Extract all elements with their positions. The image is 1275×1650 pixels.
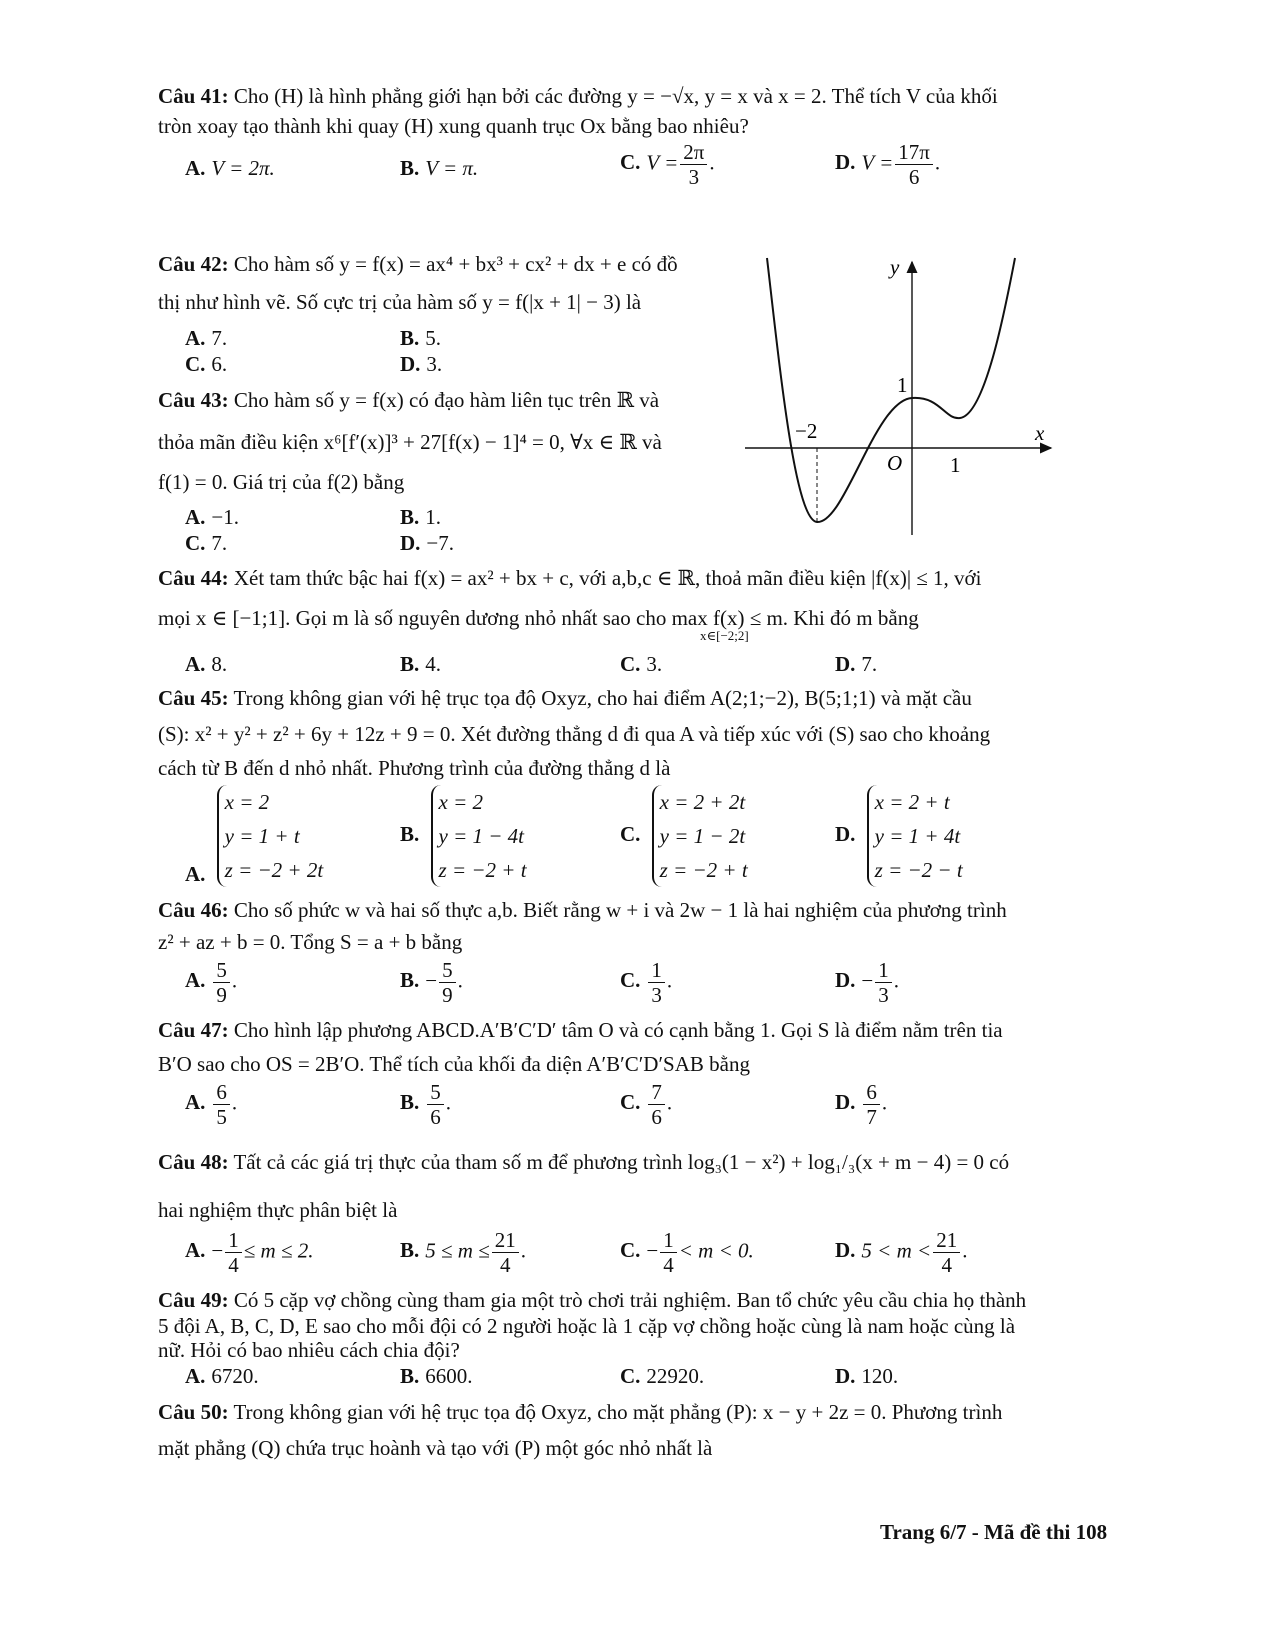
q49-option-a[interactable]: [185, 1364, 259, 1389]
q42-line2: thị như hình vẽ. Số cực trị của hàm số y = f(|x + 1| − 3) là: [158, 290, 642, 314]
q47-label: Câu 47:: [158, 1018, 229, 1042]
q42-option-a[interactable]: [185, 326, 227, 351]
fraction: [492, 1228, 519, 1277]
option-letter: B.: [400, 821, 420, 846]
denominator: 4: [228, 1253, 239, 1277]
fraction: [225, 1228, 242, 1277]
numerator: 2π: [680, 140, 707, 165]
q45-line1: [158, 686, 972, 711]
q46-option-c[interactable]: C. $\frac{1}{3}$ .: [620, 958, 673, 1007]
q42-text1: Cho hàm số y = f(x) = ax⁴ + bx³ + cx² + dx + e có đồ: [233, 252, 678, 276]
eq-line: x = 2 + 2t: [659, 790, 746, 814]
option-letter: C.: [620, 150, 641, 175]
q46-line2: z² + az + b = 0. Tổng S = a + b bằng: [158, 930, 463, 954]
fraction: [213, 958, 230, 1007]
option-letter: D.: [835, 968, 856, 993]
q43-option-d[interactable]: [400, 531, 454, 556]
q41-line2: tròn xoay tạo thành khi quay (H) xung quanh trục Ox bằng bao nhiêu?: [158, 114, 749, 138]
q49-option-c[interactable]: [620, 1364, 704, 1389]
function-curve: [767, 258, 1015, 522]
option-letter: D.: [835, 821, 856, 846]
q49-option-d[interactable]: [835, 1364, 898, 1389]
q42-label: Câu 42:: [158, 252, 229, 276]
option-value: 7.: [211, 326, 228, 350]
option-letter: B.: [400, 326, 420, 350]
numerator: 5: [439, 958, 456, 983]
option-value: 1.: [425, 505, 442, 529]
option-value: 5.: [425, 326, 442, 350]
q42-option-d[interactable]: [400, 352, 442, 377]
option-letter: B.: [400, 1364, 420, 1388]
option-letter: C.: [620, 1364, 641, 1388]
numerator: 1: [875, 958, 892, 983]
equation-system: [867, 785, 963, 887]
q49-line1: [158, 1288, 1026, 1313]
option-letter: A.: [185, 1364, 206, 1388]
eq-line: y = 1 − 2t: [659, 824, 746, 848]
q44-label: Câu 44:: [158, 566, 229, 590]
denominator: 4: [663, 1253, 674, 1277]
denominator: 6: [908, 165, 920, 189]
denominator: 9: [442, 983, 453, 1007]
option-value: 6720.: [211, 1364, 259, 1388]
q46-option-d[interactable]: D. − $\frac{1}{3}$ .: [835, 958, 900, 1007]
option-letter: D.: [400, 352, 421, 376]
q41-option-c[interactable]: C. V = $\frac{2\pi}{3}$ .: [620, 140, 715, 189]
q44-line1: [158, 566, 982, 591]
option-prefix: V =: [861, 150, 894, 175]
eq-line: y = 1 − 4t: [438, 824, 525, 848]
numerator: 21: [933, 1228, 960, 1253]
q45-line3: cách từ B đến d nhỏ nhất. Phương trình của đường thẳng d là: [158, 756, 671, 780]
y-axis-label: y: [890, 255, 900, 279]
page-footer: Trang 6/7 - Mã đề thi 108: [880, 1520, 1108, 1544]
q46-line1: [158, 898, 1007, 923]
q44-text1: Xét tam thức bậc hai f(x) = ax² + bx + c, với a,b,c ∈ ℝ, thoả mãn điều kiện |f(x)| ≤ 1, với: [233, 566, 982, 590]
q44-option-c[interactable]: [620, 652, 662, 677]
option-letter: B.: [400, 156, 420, 180]
option-value: 8.: [211, 652, 228, 676]
tick-x-1: 1: [950, 453, 961, 477]
option-suffix: .: [520, 1238, 526, 1263]
numerator: 5: [213, 958, 230, 983]
option-letter: D.: [835, 652, 856, 676]
tick-x-neg2: −2: [795, 419, 818, 443]
fraction: [648, 1080, 665, 1129]
option-value: 4.: [425, 652, 442, 676]
option-value: 6.: [211, 352, 228, 376]
fraction: [895, 140, 933, 189]
q41-option-d[interactable]: D. V = $\frac{17\pi}{6}$ .: [835, 140, 941, 189]
option-value: 3.: [426, 352, 443, 376]
denominator: 9: [216, 983, 227, 1007]
q43-line3: f(1) = 0. Giá trị của f(2) bằng: [158, 470, 405, 494]
q41-label: Câu 41:: [158, 84, 229, 108]
q48-text1: Tất cả các giá trị thực của tham số m để phương trình log₃(1 − x²) + log₁/₃(x + m − 4) = 0 có: [233, 1150, 1010, 1174]
q41-line1: [158, 84, 998, 109]
option-value: 3.: [646, 652, 663, 676]
option-value: V = π.: [425, 156, 479, 180]
eq-line: z = −2 + t: [438, 858, 527, 882]
option-letter: A.: [185, 652, 206, 676]
option-letter: A.: [185, 1090, 206, 1115]
option-letter: D.: [835, 150, 856, 175]
q47-line1: [158, 1018, 1003, 1043]
option-prefix: −: [646, 1238, 659, 1263]
fraction: [875, 958, 892, 1007]
option-letter: A.: [185, 505, 206, 529]
q44-option-d[interactable]: [835, 652, 877, 677]
q46-text1: Cho số phức w và hai số thực a,b. Biết rằng w + i và 2w − 1 là hai nghiệm của phương trình: [233, 898, 1007, 922]
q45-option-b[interactable]: [400, 785, 527, 887]
q44-option-b[interactable]: [400, 652, 441, 677]
q48-line1: [158, 1150, 1009, 1175]
sign: −: [425, 968, 438, 993]
option-value: 7.: [211, 531, 228, 555]
fraction: [863, 1080, 880, 1129]
option-letter: C.: [185, 352, 206, 376]
equation-system: [217, 785, 324, 887]
equation-system: [431, 785, 527, 887]
q49-option-b[interactable]: [400, 1364, 473, 1389]
numerator: 6: [213, 1080, 230, 1105]
option-letter: B.: [400, 1090, 420, 1115]
q48-line2: hai nghiệm thực phân biệt là: [158, 1198, 398, 1222]
option-value: 7.: [861, 652, 878, 676]
eq-line: z = −2 + 2t: [224, 858, 324, 882]
q43-line1: [158, 388, 659, 413]
option-value: 120.: [861, 1364, 899, 1388]
sign: −: [861, 968, 874, 993]
q48-option-d[interactable]: [835, 1228, 967, 1277]
fraction: [680, 140, 707, 189]
numerator: 21: [492, 1228, 519, 1253]
option-prefix: 5 ≤ m ≤: [425, 1238, 490, 1263]
option-letter: B.: [400, 652, 420, 676]
q44-max-subscript: x∈[−2;2]: [700, 628, 749, 643]
numerator: 1: [225, 1228, 242, 1253]
option-letter: D.: [835, 1364, 856, 1388]
origin-label: O: [887, 451, 903, 475]
eq-line: x = 2: [224, 790, 270, 814]
q46-option-a[interactable]: A. $\frac{5}{9}$ .: [185, 958, 238, 1007]
q41-option-a[interactable]: [185, 156, 275, 181]
q44-option-a[interactable]: [185, 652, 227, 677]
denominator: 3: [688, 165, 700, 189]
numerator: 1: [660, 1228, 677, 1253]
q43-option-c[interactable]: [185, 531, 227, 556]
option-letter: B.: [400, 968, 420, 993]
q49-line2: 5 đội A, B, C, D, E sao cho mỗi đội có 2 người hoặc là 1 cặp vợ chồng hoặc cùng là nam hoặc cùng là: [158, 1314, 1016, 1338]
q50-label: Câu 50:: [158, 1400, 229, 1424]
q45-text1: Trong không gian với hệ trục tọa độ Oxyz, cho hai điểm A(2;1;−2), B(5;1;1) và mặt cầu: [233, 686, 972, 710]
q48-option-b[interactable]: [400, 1228, 526, 1277]
q41-option-b[interactable]: [400, 156, 478, 181]
q47-line2: B′O sao cho OS = 2B′O. Thể tích của khối đa diện A′B′C′D′SAB bằng: [158, 1052, 750, 1076]
numerator: 6: [863, 1080, 880, 1105]
eq-line: y = 1 + t: [224, 824, 300, 848]
q49-label: Câu 49:: [158, 1288, 229, 1312]
fraction: [648, 958, 665, 1007]
option-letter: C.: [620, 652, 641, 676]
option-letter: D.: [835, 1090, 856, 1115]
option-value: 22920.: [646, 1364, 705, 1388]
option-letter: C.: [620, 1238, 641, 1263]
option-letter: C.: [620, 821, 641, 846]
numerator: 17π: [895, 140, 933, 165]
option-value: −1.: [211, 505, 240, 529]
eq-line: x = 2 + t: [874, 790, 950, 814]
denominator: 5: [216, 1105, 227, 1129]
q44-line2: mọi x ∈ [−1;1]. Gọi m là số nguyên dương nhỏ nhất sao cho max f(x) ≤ m. Khi đó m bằng: [158, 606, 919, 630]
x-axis-label: x: [1035, 421, 1045, 445]
equation-system: [652, 785, 748, 887]
option-suffix: .: [962, 1238, 968, 1263]
denominator: 3: [878, 983, 889, 1007]
eq-line: y = 1 + 4t: [874, 824, 961, 848]
q48-option-c[interactable]: [620, 1228, 754, 1277]
option-letter: B.: [400, 1238, 420, 1263]
q47-option-b[interactable]: B. $\frac{5}{6}$ .: [400, 1080, 452, 1129]
q50-text1: Trong không gian với hệ trục tọa độ Oxyz, cho mặt phẳng (P): x − y + 2z = 0. Phương trình: [233, 1400, 1003, 1424]
option-letter: A.: [185, 968, 206, 993]
numerator: 7: [648, 1080, 665, 1105]
q47-option-d[interactable]: D. $\frac{6}{7}$ .: [835, 1080, 888, 1129]
option-letter: C.: [620, 968, 641, 993]
option-letter: D.: [400, 531, 421, 555]
option-letter: C.: [185, 531, 206, 555]
q45-option-d[interactable]: [835, 785, 963, 887]
q45-line2: (S): x² + y² + z² + 6y + 12z + 9 = 0. Xét đường thẳng d đi qua A và tiếp xúc với (S) sao cho khoảng: [158, 722, 991, 746]
q46-option-b[interactable]: B. − $\frac{5}{9}$ .: [400, 958, 463, 1007]
q45-option-a[interactable]: [185, 785, 323, 887]
denominator: 4: [499, 1253, 511, 1277]
tick-y-1: 1: [897, 373, 908, 397]
option-letter: A.: [185, 1238, 206, 1263]
eq-line: z = −2 + t: [659, 858, 748, 882]
option-prefix: V =: [646, 150, 679, 175]
denominator: 3: [651, 983, 662, 1007]
denominator: 7: [866, 1105, 877, 1129]
q50-line2: mặt phẳng (Q) chứa trục hoành và tạo với (P) một góc nhỏ nhất là: [158, 1436, 713, 1460]
option-letter: D.: [835, 1238, 856, 1263]
fraction: [660, 1228, 677, 1277]
option-value: V = 2π.: [211, 156, 275, 180]
q43-option-a[interactable]: [185, 505, 239, 530]
option-letter: C.: [620, 1090, 641, 1115]
option-prefix: 5 < m <: [861, 1238, 932, 1263]
q50-line1: [158, 1400, 1002, 1425]
q48-option-a[interactable]: [185, 1228, 313, 1277]
q43-label: Câu 43:: [158, 388, 229, 412]
q42-option-b[interactable]: [400, 326, 441, 351]
function-graph: [745, 250, 1065, 540]
q47-text1: Cho hình lập phương ABCD.A′B′C′D′ tâm O và có cạnh bằng 1. Gọi S là điểm nằm trên tia: [233, 1018, 1003, 1042]
q41-text1: Cho (H) là hình phẳng giới hạn bởi các đường y = −√x, y = x và x = 2. Thể tích V của khối: [233, 84, 998, 108]
option-letter: B.: [400, 505, 420, 529]
option-suffix: < m < 0.: [678, 1238, 754, 1263]
q43-line2: thỏa mãn điều kiện x⁶[f′(x)]³ + 27[f(x) − 1]⁴ = 0, ∀x ∈ ℝ và: [158, 430, 662, 454]
fraction: [439, 958, 456, 1007]
eq-line: x = 2: [438, 790, 484, 814]
q49-text1: Có 5 cặp vợ chồng cùng tham gia một trò chơi trải nghiệm. Ban tổ chức yêu cầu chia họ thành: [233, 1288, 1027, 1312]
q48-label: Câu 48:: [158, 1150, 229, 1174]
option-letter: A.: [185, 326, 206, 350]
option-suffix: ≤ m ≤ 2.: [243, 1238, 314, 1263]
fraction: [213, 1080, 230, 1129]
fraction: [427, 1080, 444, 1129]
option-letter: A.: [185, 156, 206, 180]
option-letter: A.: [185, 862, 206, 886]
q42-line1: [158, 252, 678, 277]
q49-line3: nữ. Hỏi có bao nhiêu cách chia đội?: [158, 1338, 460, 1362]
option-prefix: −: [211, 1238, 224, 1263]
q46-label: Câu 46:: [158, 898, 229, 922]
q47-option-c[interactable]: C. $\frac{7}{6}$ .: [620, 1080, 673, 1129]
denominator: 6: [430, 1105, 441, 1129]
q47-option-a[interactable]: A. $\frac{6}{5}$ .: [185, 1080, 238, 1129]
q43-option-b[interactable]: [400, 505, 441, 530]
denominator: 4: [941, 1253, 952, 1277]
q45-option-c[interactable]: [620, 785, 748, 887]
q42-option-c[interactable]: [185, 352, 227, 377]
q43-text1: Cho hàm số y = f(x) có đạo hàm liên tục trên ℝ và: [233, 388, 660, 412]
numerator: 1: [648, 958, 665, 983]
numerator: 5: [427, 1080, 444, 1105]
eq-line: z = −2 − t: [874, 858, 963, 882]
q45-label: Câu 45:: [158, 686, 229, 710]
option-value: 6600.: [425, 1364, 473, 1388]
denominator: 6: [651, 1105, 662, 1129]
option-value: −7.: [426, 531, 455, 555]
fraction: [933, 1228, 960, 1277]
